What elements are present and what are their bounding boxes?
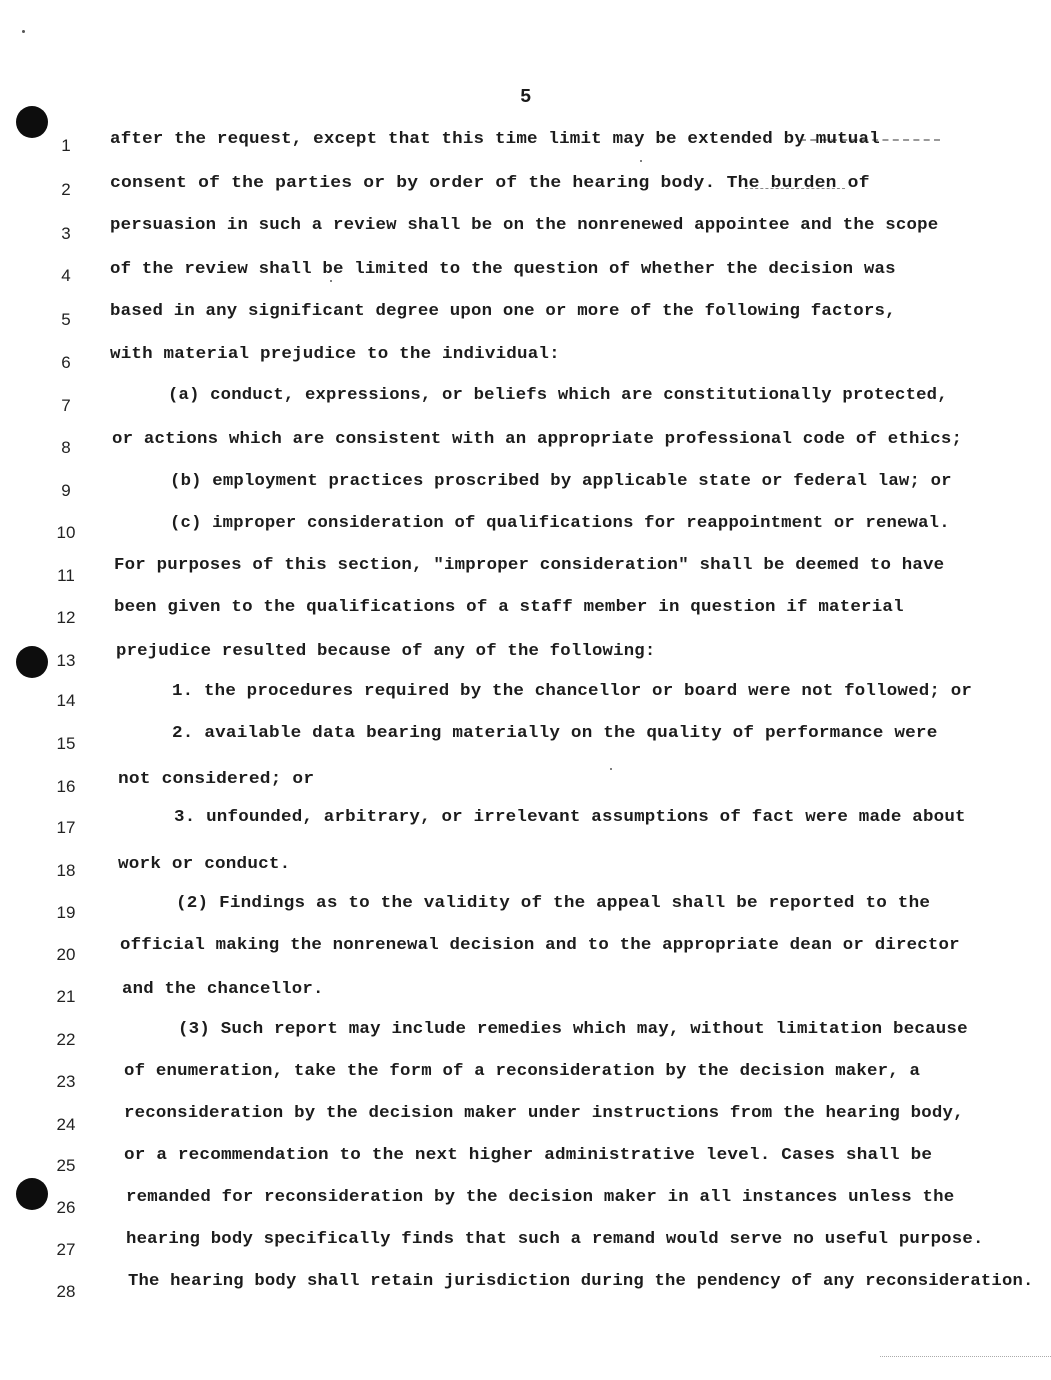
line-number: 24 (56, 1115, 76, 1134)
line-number: 22 (56, 1030, 76, 1049)
line-number: 5 (61, 310, 71, 329)
text-line: after the request, except that this time limit may be extended by mutual (110, 130, 880, 149)
text-line: (2) Findings as to the validity of the appeal shall be reported to the (176, 894, 931, 913)
line-number: 6 (61, 353, 71, 372)
line-number: 21 (56, 987, 76, 1006)
line-number: 26 (56, 1198, 76, 1217)
line-number: 1 (61, 136, 71, 155)
text-line: been given to the qualifications of a staff member in question if material (114, 598, 904, 617)
text-line: of the review shall be limited to the question of whether the decision was (110, 260, 896, 279)
line-number: 27 (56, 1240, 76, 1259)
scan-speck (640, 160, 642, 162)
line-number: 9 (61, 481, 71, 500)
line-number: 7 (61, 396, 71, 415)
text-line: or a recommendation to the next higher administrative level. Cases shall be (124, 1146, 933, 1165)
line-number: 11 (57, 566, 75, 585)
line-number: 8 (61, 438, 71, 457)
punch-hole-top (16, 106, 48, 138)
text-line: not considered; or (118, 770, 315, 789)
line-number: 15 (56, 734, 76, 753)
text-line: The hearing body shall retain jurisdiction during the pendency of any reconsideration. (128, 1272, 1034, 1291)
line-number: 19 (56, 903, 76, 922)
line-number: 2 (61, 180, 71, 199)
text-line: prejudice resulted because of any of the following: (116, 642, 656, 661)
text-line: (c) improper consideration of qualifications for reappointment or renewal. (170, 514, 950, 533)
scan-speck (610, 768, 612, 770)
text-line: 2. available data bearing materially on the quality of performance were (172, 724, 938, 743)
text-line: (3) Such report may include remedies which may, without limitation because (178, 1020, 968, 1039)
text-line: and the chancellor. (122, 980, 324, 999)
line-number: 4 (61, 266, 71, 285)
line-number: 28 (56, 1282, 76, 1301)
page-number: 5 (520, 86, 532, 108)
line-number: 12 (56, 608, 76, 627)
line-number: 18 (56, 861, 76, 880)
text-line: 3. unfounded, arbitrary, or irrelevant assumptions of fact were made about (174, 808, 966, 827)
line-number: 23 (56, 1072, 76, 1091)
punch-hole-bottom (16, 1178, 48, 1210)
text-line: work or conduct. (118, 855, 291, 874)
text-line: remanded for reconsideration by the decision maker in all instances unless the (126, 1188, 955, 1207)
text-line: consent of the parties or by order of the hearing body. The burden of (110, 174, 870, 193)
text-line: or actions which are consistent with an appropriate professional code of ethics; (112, 430, 963, 449)
line-number: 13 (56, 651, 76, 670)
text-line: hearing body specifically finds that such a remand would serve no useful purpose. (126, 1230, 984, 1249)
text-line: official making the nonrenewal decision and to the appropriate dean or director (120, 936, 960, 955)
text-line: (a) conduct, expressions, or beliefs which are constitutionally protected, (168, 386, 948, 405)
line-number: 20 (56, 945, 76, 964)
line-number: 3 (61, 224, 71, 243)
line-number: 10 (56, 523, 76, 542)
text-line: persuasion in such a review shall be on the nonrenewed appointee and the scope (110, 216, 939, 235)
line-number: 25 (56, 1156, 76, 1175)
scan-edge-mark (880, 1356, 1051, 1358)
text-line: 1. the procedures required by the chancellor or board were not followed; or (172, 682, 973, 701)
text-line: with material prejudice to the individual: (110, 345, 560, 364)
text-line: (b) employment practices proscribed by applicable state or federal law; or (170, 472, 952, 491)
text-line: For purposes of this section, "improper consideration" shall be deemed to have (114, 556, 945, 575)
text-line: based in any significant degree upon one or more of the following factors, (110, 302, 896, 321)
text-line: of enumeration, take the form of a reconsideration by the decision maker, a (124, 1062, 921, 1081)
line-number: 14 (56, 691, 76, 710)
line-number: 16 (56, 777, 76, 796)
scan-speck (22, 30, 25, 33)
text-line: reconsideration by the decision maker under instructions from the hearing body, (124, 1104, 964, 1123)
line-number: 17 (56, 818, 76, 837)
scan-speck (330, 280, 332, 282)
punch-hole-middle (16, 646, 48, 678)
